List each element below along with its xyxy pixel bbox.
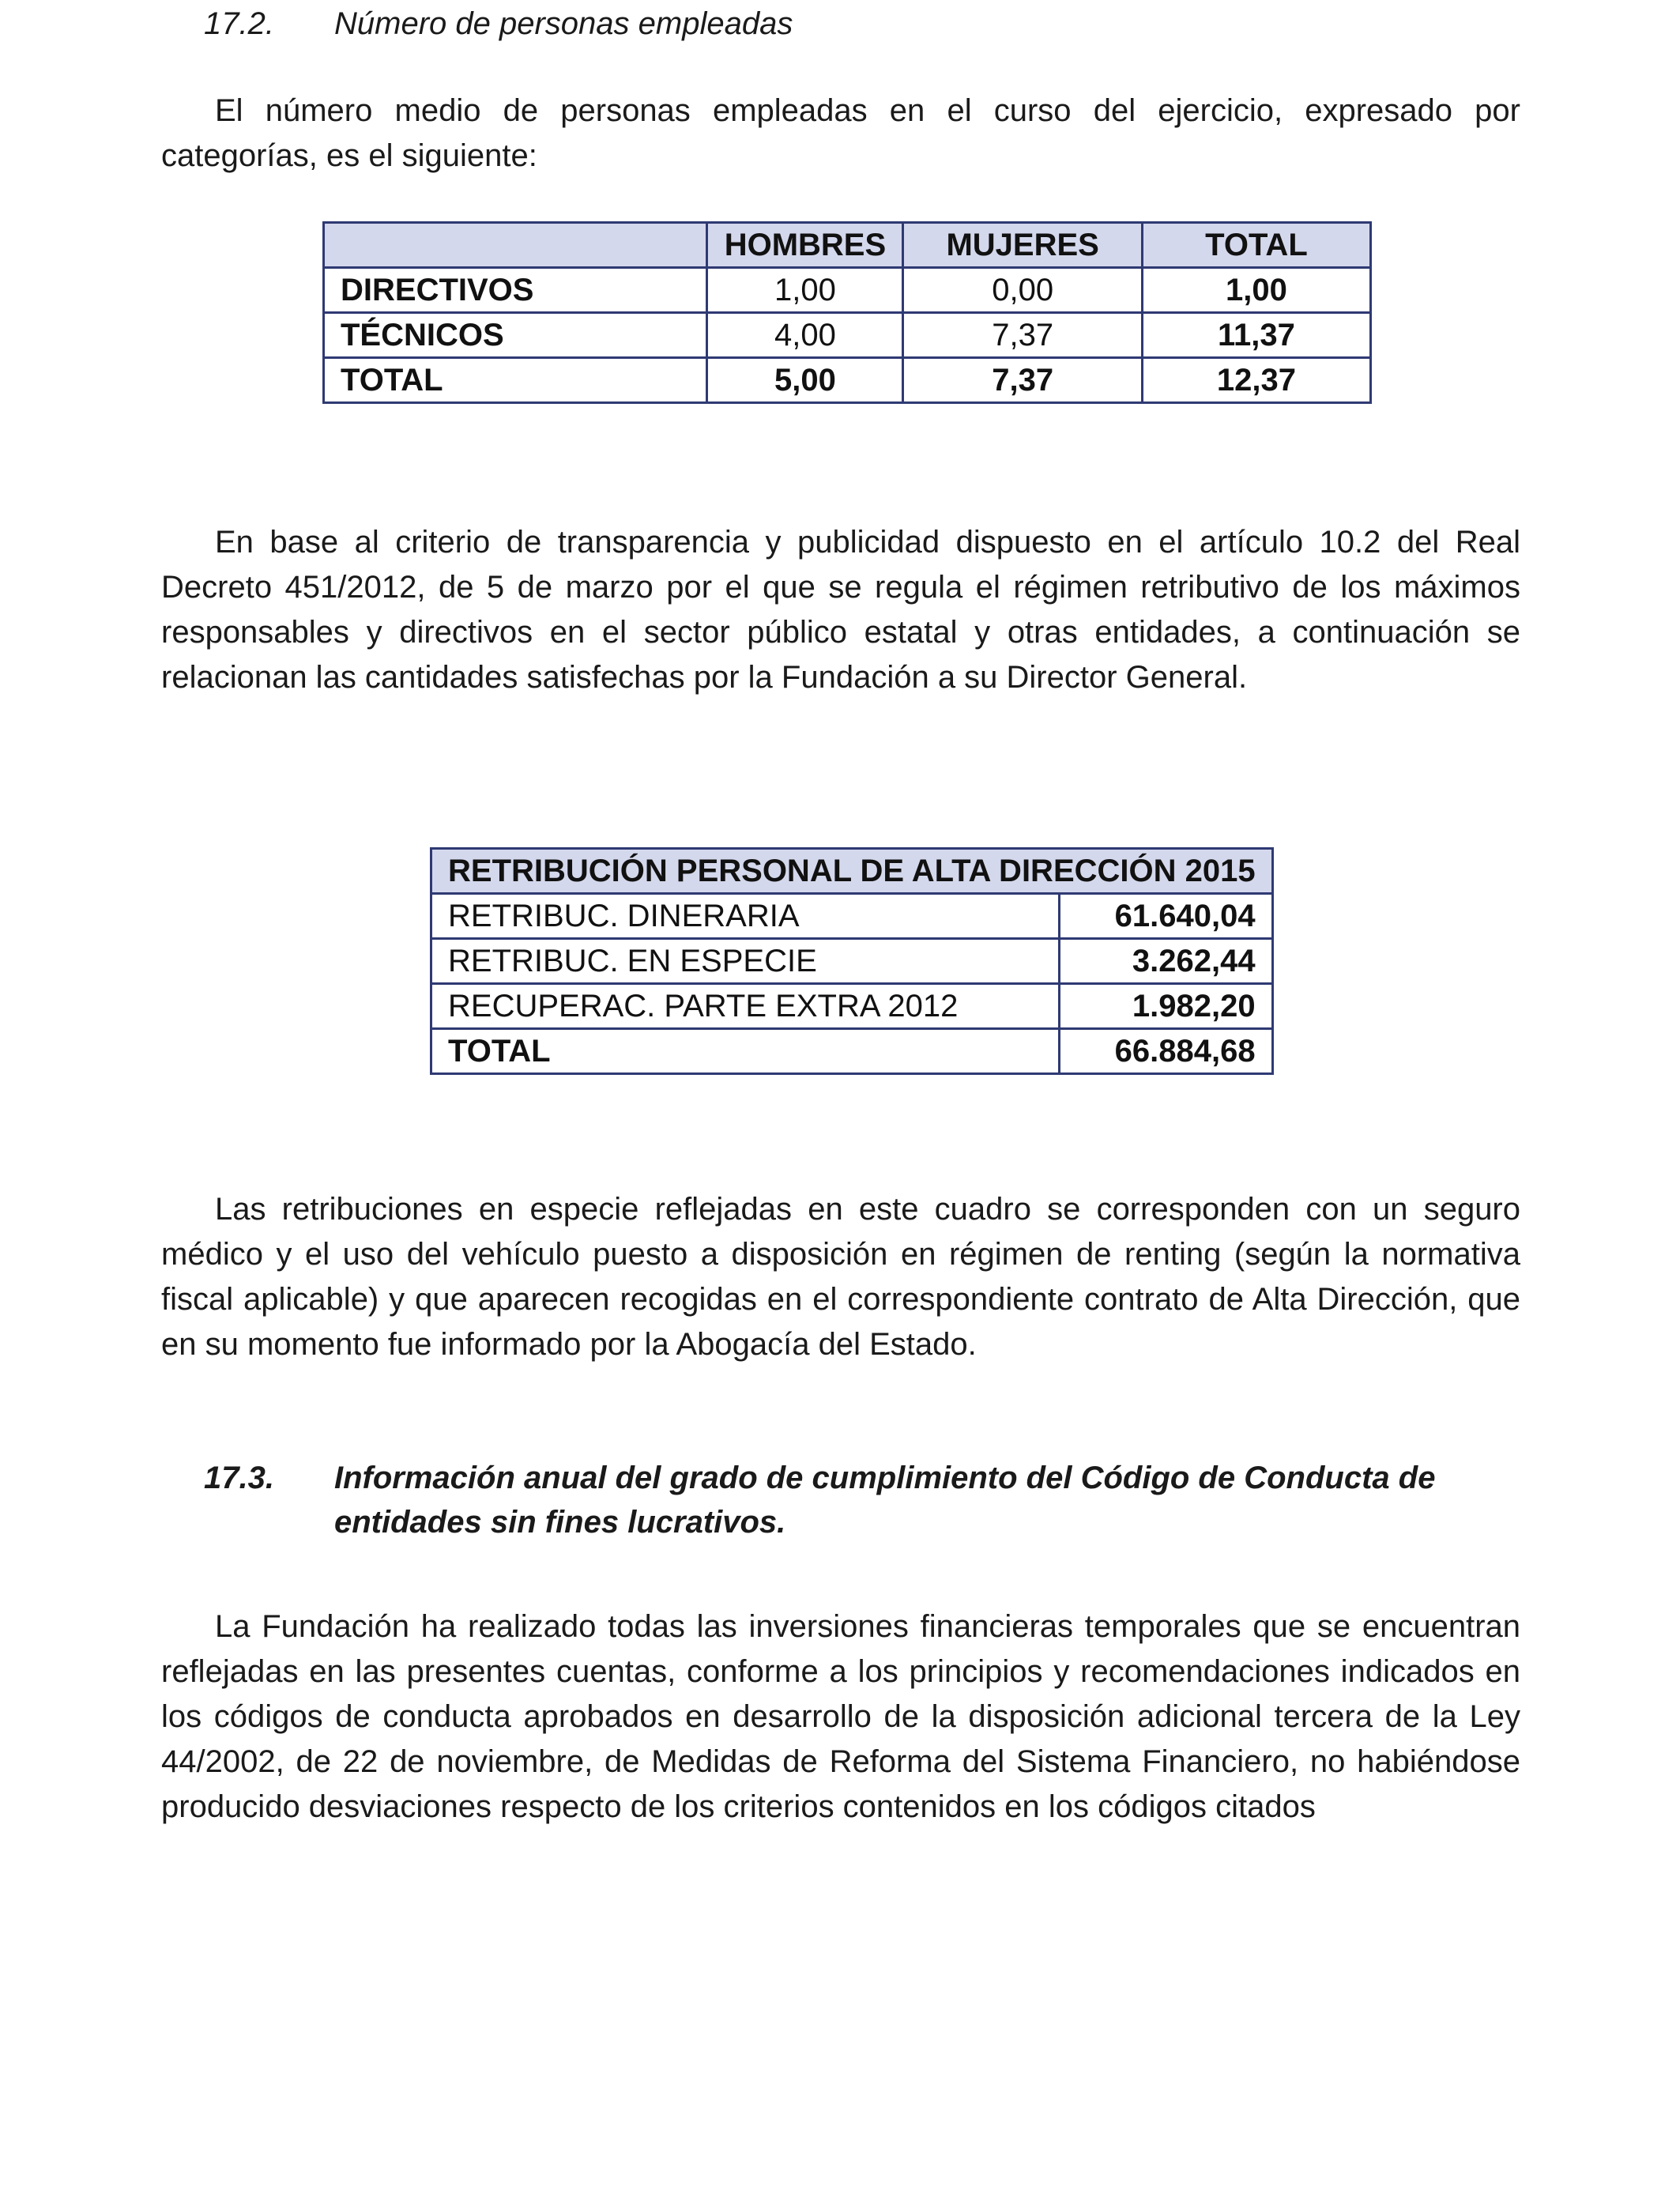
- table-row: [324, 268, 1371, 313]
- concept-cell: RETRIBUC. EN ESPECIE: [431, 939, 1060, 984]
- retribution-table: [430, 847, 1274, 1075]
- amount-cell: 3.262,44: [1060, 939, 1272, 984]
- total-cell: 11,37: [1142, 313, 1370, 358]
- hombres-cell: 4,00: [707, 313, 903, 358]
- table-row: [431, 984, 1273, 1029]
- concept-cell: RETRIBUC. DINERARIA: [431, 894, 1060, 939]
- category-cell: TÉCNICOS: [324, 313, 707, 358]
- section-title-line-1: Información anual del grado de cumplimiento del Código de Conducta de: [334, 1461, 1436, 1495]
- employees-table: [322, 221, 1372, 404]
- transparency-paragraph: En base al criterio de transparencia y publicidad dispuesto en el artículo 10.2 del Real Decreto 451/2012, de 5 de marzo por el que se regula el régimen retributivo de los máximos responsables y directivos en el sector público estatal y otras entidades, a continuación se relacionan las cantidades satisfechas por la Fundación a su Director General.: [161, 525, 1520, 695]
- table-row-total: [324, 358, 1371, 403]
- mujeres-cell: 7,37: [903, 358, 1142, 403]
- section-title: Número de personas empleadas: [334, 6, 793, 41]
- concept-cell: TOTAL: [431, 1029, 1060, 1074]
- section-title-line-2: entidades sin fines lucrativos.: [334, 1505, 786, 1540]
- header-cell: TOTAL: [1142, 223, 1370, 268]
- header-cell: [324, 223, 707, 268]
- table-row: [431, 939, 1273, 984]
- amount-cell: 61.640,04: [1060, 894, 1272, 939]
- retribution-title: RETRIBUCIÓN PERSONAL DE ALTA DIRECCIÓN 2015: [431, 849, 1273, 894]
- amount-cell: 66.884,68: [1060, 1029, 1272, 1074]
- category-cell: DIRECTIVOS: [324, 268, 707, 313]
- mujeres-cell: 0,00: [903, 268, 1142, 313]
- concept-cell: RECUPERAC. PARTE EXTRA 2012: [431, 984, 1060, 1029]
- table-row-total: [431, 1029, 1273, 1074]
- intro-paragraph: El número medio de personas empleadas en el curso del ejercicio, expresado por categorías, es el siguiente:: [161, 93, 1520, 173]
- table-row: [431, 894, 1273, 939]
- total-cell: 1,00: [1142, 268, 1370, 313]
- total-cell: 12,37: [1142, 358, 1370, 403]
- header-cell: HOMBRES: [707, 223, 903, 268]
- section-number: 17.3.: [204, 1461, 274, 1495]
- header-cell: MUJERES: [903, 223, 1142, 268]
- mujeres-cell: 7,37: [903, 313, 1142, 358]
- amount-cell: 1.982,20: [1060, 984, 1272, 1029]
- hombres-cell: 5,00: [707, 358, 903, 403]
- category-cell: TOTAL: [324, 358, 707, 403]
- hombres-cell: 1,00: [707, 268, 903, 313]
- table-header-row: [324, 223, 1371, 268]
- section-17-3-paragraph: La Fundación ha realizado todas las inversiones financieras temporales que se encuentran reflejadas en las presentes cuentas, conforme a los principios y recomendaciones indicados en los códigos de conducta aprobados en desarrollo de la disposición adicional tercera de la Ley 44/2002, de 22 de noviembre, de Medidas de Reforma del Sistema Financiero, no habiéndose producido desviaciones respecto de los criterios contenidos en los códigos citados: [161, 1609, 1520, 1824]
- table-row: [324, 313, 1371, 358]
- especie-paragraph: Las retribuciones en especie reflejadas en este cuadro se corresponden con un seguro médico y el uso del vehículo puesto a disposición en régimen de renting (según la normativa fiscal aplicable) y que aparecen recogidas en el correspondiente contrato de Alta Dirección, que en su momento fue informado por la Abogacía del Estado.: [161, 1192, 1520, 1362]
- section-number: 17.2.: [204, 6, 274, 41]
- table-header-row: [431, 849, 1273, 894]
